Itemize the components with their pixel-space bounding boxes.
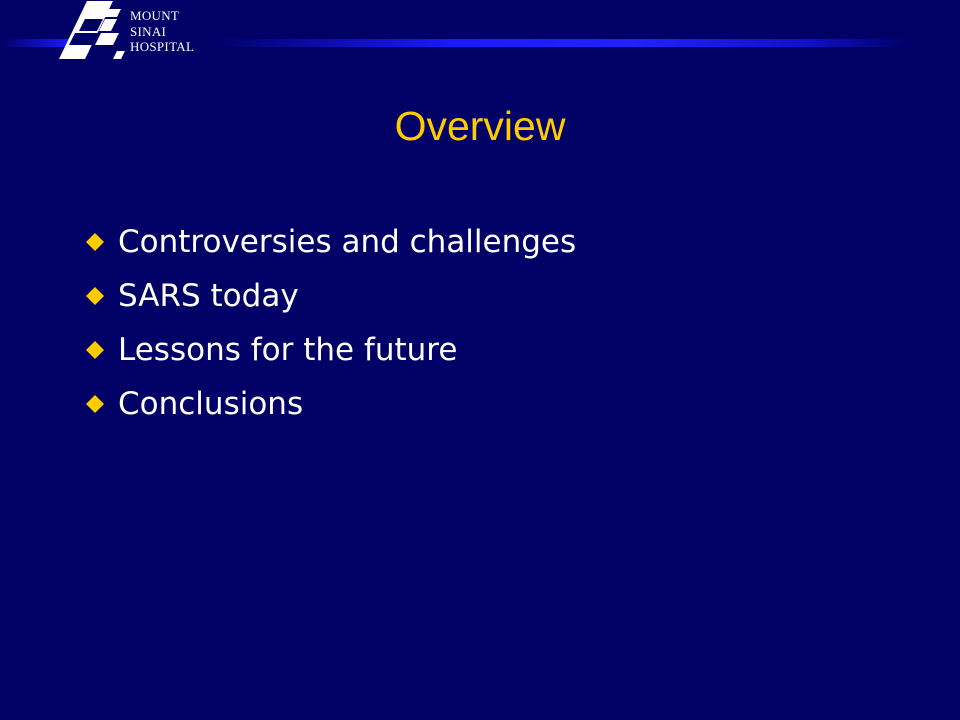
bullet-text: SARS today bbox=[118, 278, 299, 314]
header-rule-right bbox=[210, 39, 910, 47]
hospital-logo-text bbox=[130, 8, 194, 55]
slide-title: Overview bbox=[394, 103, 566, 149]
bullet-text: Controversies and challenges bbox=[118, 224, 577, 260]
header-band bbox=[0, 0, 960, 60]
bullet-text: Lessons for the future bbox=[118, 332, 458, 368]
bullet-text: Conclusions bbox=[118, 386, 304, 422]
bullet-item bbox=[84, 215, 576, 269]
bullet-item bbox=[84, 377, 576, 431]
hospital-logo-icon bbox=[55, 1, 127, 61]
bullet-list bbox=[84, 215, 576, 431]
diamond-bullet-icon bbox=[84, 227, 118, 257]
bullet-item bbox=[84, 269, 576, 323]
diamond-bullet-icon bbox=[84, 281, 118, 311]
logo-line-1: MOUNT bbox=[130, 8, 180, 23]
logo-line-2: SINAI bbox=[130, 23, 167, 39]
logo-line-3: HOSPITAL bbox=[130, 39, 195, 54]
diamond-bullet-icon bbox=[84, 335, 118, 365]
bullet-item bbox=[84, 323, 576, 377]
diamond-bullet-icon bbox=[84, 389, 118, 419]
